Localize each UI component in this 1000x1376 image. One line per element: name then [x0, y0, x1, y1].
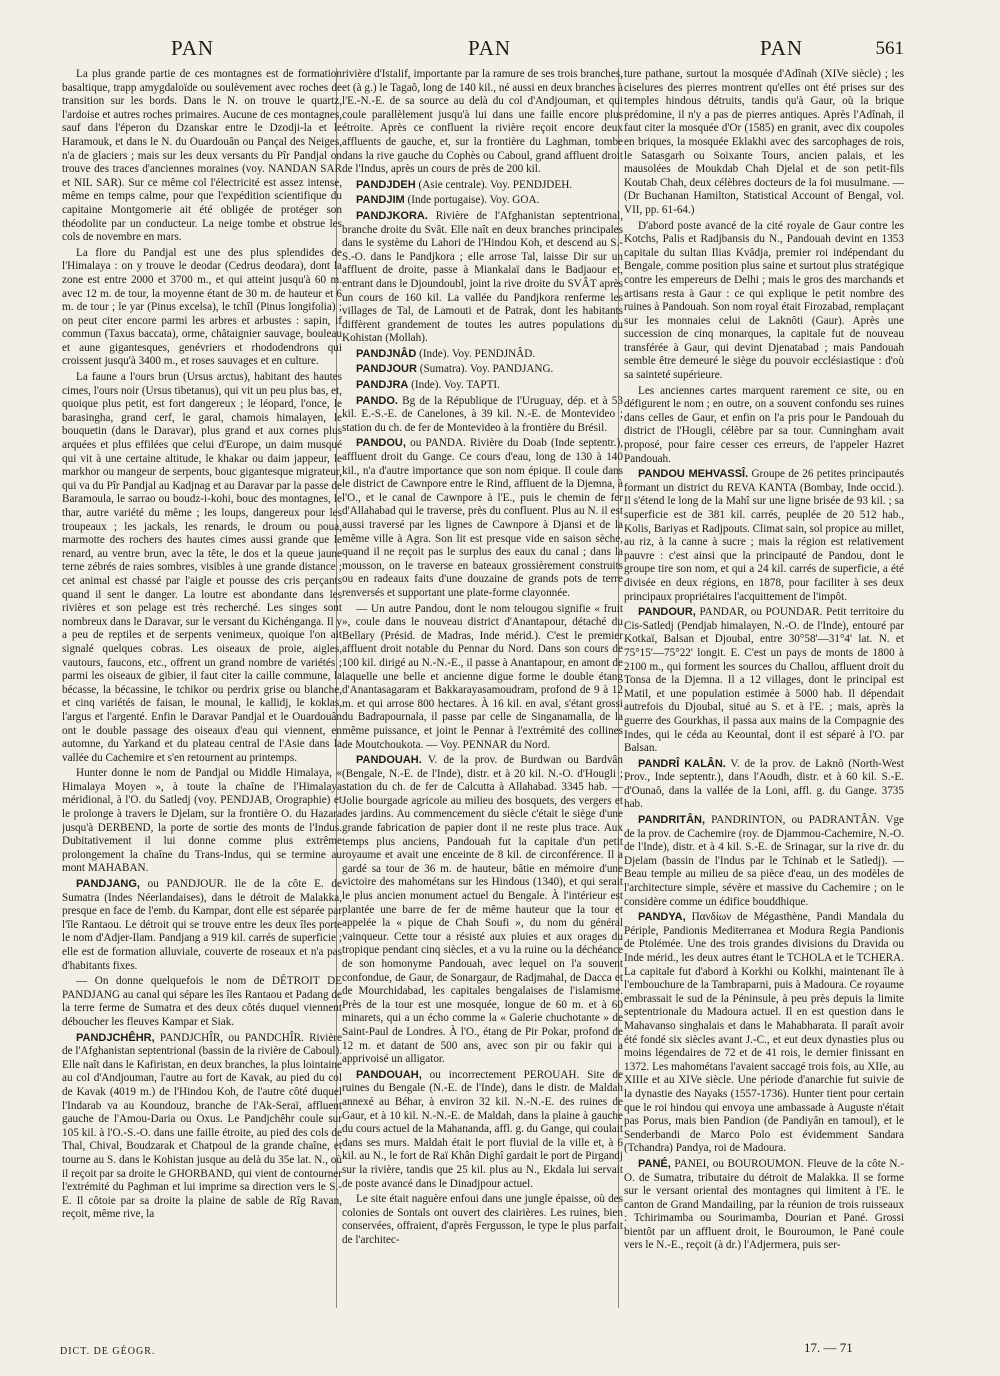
dictionary-entry — [342, 194, 623, 208]
entry-headword: PANDJIM — [356, 194, 405, 207]
paragraph — [342, 1193, 623, 1247]
paragraph-text: D'abord poste avancé de la cité royale de Gaur contre les Kotchs, Palis et Radjbansis du N., Pandouah devint en 1353 capitale du sultan Ilias Kvâdja, premier roi indépendant du Bengale, comme position plus saine et surtout plus stratégique contre les empereurs de Delhi ; mais le gros des marchands et artisans resta à Gaur : ce qui explique le petit nombre des ruines à Pandouah. Son nom royal était Firozabad, remplaçant sur les monnaies celui de Laknôti (Gaur). Après une succession de cinq monarques, la capitale fut de nouveau transférée à Gaur, qui devint Djenatabad ; mais Pandouah semble être demeuré le siège du pouvoir ecclésiastique : d'où sa sainteté supérieure. — [624, 219, 904, 382]
running-head-center: PAN — [468, 36, 512, 60]
paragraph-text: PANDRINTON, ou PADRANTÂN. Vge de la prov. de Cachemire (roy. de Djammou-Cachemire, N.-O. de l'Inde), distr. et à 4 kil. S.-E. de Srinagar, sur la rive dr. du Djelam (bassin de l'Indus par le Tchinab et le Satledj). — Beau temple au milieu de sa pièce d'eau, un des modèles de l'architecture simple, sévère et massive du Cachemire ; on le considère comme un édifice bouddhique. — [624, 814, 904, 908]
entry-headword: PANDJOUR — [356, 363, 417, 376]
running-head-right: PAN — [760, 36, 804, 60]
dictionary-entry — [62, 1032, 342, 1222]
dictionary-entry — [342, 363, 623, 377]
entry-headword: PANDOUR, — [638, 606, 696, 619]
page-number: 561 — [875, 38, 904, 59]
entry-headword: PANÉ, — [638, 1157, 671, 1170]
entry-headword: PANDOUAH. — [356, 754, 422, 767]
dictionary-entry — [624, 1158, 904, 1253]
paragraph — [62, 68, 342, 245]
text-column-2 — [342, 68, 623, 1300]
dictionary-entry — [342, 754, 623, 1067]
dictionary-entry — [342, 395, 623, 436]
dictionary-entry — [342, 1069, 623, 1191]
dictionary-entry — [624, 758, 904, 812]
paragraph-text: Le site était naguère enfoui dans une jungle épaisse, où des colonies de Sontals ont ouvert des clairières. Les ruines, bien conservées, offraient, d'après Fergusson, le type le plus parfait de l'architec- — [342, 1193, 623, 1246]
dictionary-entry — [342, 179, 623, 193]
dictionary-entry — [624, 814, 904, 909]
paragraph — [342, 603, 623, 753]
paragraph-text: — On donne quelquefois le nom de DÉTROIT DE PANDJANG au canal qui sépare les îles Rantaou et Padang de la terre ferme de Sumatra et des deux côtés duquel viennent déboucher les fleuves Kampar et Siak. — [62, 975, 342, 1028]
entry-headword: PANDOUAH, — [356, 1068, 422, 1081]
paragraph — [62, 767, 342, 876]
paragraph-text: V. de la prov. de Laknô (North-West Prov., Inde septentr.), dans l'Aoudh, distr. et à 60 kil. S.-E. d'Ounaô, dans la vallée de la Loni, affl. g. du Gange. 3735 hab. — [624, 757, 904, 811]
paragraph-text: PANEI, ou BOUROUMON. Fleuve de la côte N.-O. de Sumatra, tributaire du détroit de Malakka. Il se forme sur le versant oriental des montagnes qui limitent à l'E. le canton de Grand Mandailing, par la réunion de trois ruisseaux : Tchirimamba ou Sourimamba, Dourian et Pané. Grossi bientôt par un affluent droit, le Bouroumon, le Pané coule vers le N.-E., reçoit (à dr.) l'Adjermera, puis ser- — [624, 1157, 904, 1252]
entry-headword: PANDJCHÊHR, — [76, 1031, 155, 1044]
paragraph-text: Groupe de 26 petites principautés formant un district du REVA KANTA (Bombay, Inde occid.). Il s'étend le long de la Mahî sur une ligne brisée de 93 kil. ; sa superficie est de 381 kil. carrés, peuplée de 20 512 hab., Kolis, Bariyas et Radjpouts. Climat sain, sol propice au millet, au riz, à la canne à sucre ; mais la région est relativement pauvre : c'est ainsi que la principauté de Pandou, dont le groupe tire son nom, et qui a 24 kil. carrés de superficie, a été divisée en deux régions, en 1878, pour faciliter à ses deux principaux propriétaires l'acquittement de l'impôt. — [624, 468, 904, 603]
paragraph-text: (Inde). Voy. PENDJNÂD. — [416, 347, 536, 360]
dictionary-entry — [342, 348, 623, 362]
paragraph-text: rivière d'Istalif, importante par la ramure de ses trois branches, et (à g.) le Tagaô, long de 140 kil., né aussi en deux branches à l'E.-N.-E. de sa source au delà du col d'Andjouman, et qui coule parallèlement jusqu'à lui dans une faille encore plus étroite. Après ce confluent la rivière reçoit encore deux affluents de gauche, et, sur la frontière du Laghman, tombe dans la rive gauche du Cophès ou Caboul, grand affluent droit de l'Indus, après un cours de près de 200 kil. — [342, 68, 623, 176]
entry-headword: PANDRITÂN, — [638, 814, 706, 827]
paragraph-text: V. de la prov. de Burdwan ou Bardvân (Bengale, N.-E. de l'Inde), distr. et à 20 kil. N.-O. d'Hougli ; station du ch. de fer de Calcutta à Allahabad. 3345 hab. — Jolie bourgade agricole au milieu des bosquets, des vergers et des jardins. Au commencement du siècle c'était le siège d'une grande fabrication de papier dont il ne reste plus trace. Aux temps plus anciens, Pandouah fut la capitale d'un petit royaume et avait une enceinte de 8 kil. de circonférence. Il a gardé sa tour de 36 m. de hauteur, bâtie en mémoire d'une victoire des mahométans sur les Hindous (1340), et qui serait le plus ancien monument actuel du Bengale. À l'intérieur est plantée une barre de fer de même hauteur que la tour et appelée la « pique de Chah Soufi », du nom du général vainqueur. Cette tour a résisté aux pluies et aux orages du tropique pendant cinq siècles, et a vu la ruine ou la déchéance de son homonyme Pandouah, avec lequel on l'a souvent confondue, de Gaur, de Sonargaur, de Radjmahal, de Dacca et de Mourchidabad, les capitales bengalaises de l'islamisme. Près de la tour est une mosquée, longue de 60 m. et à 60 minarets, qui a un écho comme la « Galerie chuchotante » de Saint-Paul de Londres. À l'O., étang de Pir Pokar, profond de 12 m. et datant de 500 ans, avec son pir ou fakir qui a apprivoisé un alligator. — [342, 754, 623, 1066]
entry-headword: PANDO. — [356, 394, 398, 407]
dictionary-entry — [624, 911, 904, 1156]
text-column-3 — [624, 68, 904, 1300]
entry-headword: PANDJKORA. — [356, 209, 428, 222]
paragraph-text: PANDAR, ou POUNDAR. Petit territoire du Cis-Satledj (Pendjab himalayen, N.-O. de l'Inde), entouré par Kotkaï, Balsan et Djoubal, entre 30°58'—31°4' lat. N. et 75°15'—75°22' longit. E. C'est un pays de monts de 1800 à 2100 m., qui forment les sources du Challou, affluent droit du Tonsa de la Djemna. Il a 12 villages, dont le principal est Matil, et une population estimée à 5000 hab. Il dépendait autrefois du Djoubal, situé au S. et à l'E. ; mais, après la guerre des Gourkhas, il passa aux mains de la Compagnie des Indes, qui le céda au Keountal, dont il est séparé à l'O. par Balsan. — [624, 606, 904, 755]
paragraph-text: Rivière de l'Afghanistan septentrional, branche droite du Svât. Elle naît en deux branches principales dans le système du Lahori de l'Hindou Koh, et descend au S.-S.-O. dans le Pandjkora ; elle arrose Tal, laisse Dir sur un affluent de droite, passe à Miankalaï dans le Badjaour et, entrant dans le Djoundoubl, joint la rive droite du SVÂT après un cours de 160 kil. La vallée du Pandjkora renferme les villages de Tal, de Lamouti et de Patrak, dont les habitants diffèrent grandement de toutes les autres populations du Kohistan (Mollah). — [342, 209, 623, 345]
footer-signature: DICT. DE GÉOGR. — [60, 1346, 156, 1357]
entry-headword: PANDYA, — [638, 911, 686, 924]
paragraph — [624, 385, 904, 467]
entry-headword: PANDOU, — [356, 437, 406, 450]
paragraph — [624, 220, 904, 383]
entry-headword: PANDOU MEHVASSÎ. — [638, 468, 749, 481]
dictionary-entry — [62, 878, 342, 973]
paragraph-text: ou incorrectement PEROUAH. Site de ruines du Bengale (N.-E. de l'Inde), dans le distr. de Maldah annexé au Béhar, à environ 32 kil. N.-N.-E. des ruines de Gaur, et à 10 kil. N.-N.-E. de Maldah, dans la plaine à gauche du cours actuel de la Mahananda, affl. g. du Gange, qui coulait dans ses murs. Maldah était le port fluvial de la ville et, à 6 kil. au N., le fort de Raï Khân Dighî gardait le port de Pirgandj sur la rivière, tandis que 25 kil. plus au N., Ekdala lui servait de poste avancé dans le Dinadjpour actuel. — [342, 1068, 623, 1190]
paragraph-text: PANDJCHÎR, ou PANDCHÎR. Rivière de l'Afghanistan septentrional (bassin de la rivière de Caboul). Elle naît dans le Kafiristan, en deux branches, la plus lointaine au col d'Andjouman, l'autre au fort de Kavak, au pied du col de Kavak (4019 m.) de l'Hindou Koh, de l'autre côté duquel l'Indarab va au Koundouz, branche de l'Ak-Seraï, affluent gauche de l'Amou-Daria ou Oxus. Le Pandjchêhr coule sur 105 kil. à l'O.-S.-O. dans une faille étroite, au pied des cols de Thal, Chival, Boudzarak et Chatpoul de la grande chaîne, et tourne au S. dans le Kohistan jusque au delà du 35e lat. N., où il reçoit par sa droite le GHORBAND, qui vient de contourner l'extrémité du Paghman et lui imprime sa direction vers le S.-E. Il côtoie par sa droite la plaine de sable de Rîg Ravan, reçoit, même rive, la — [62, 1031, 342, 1221]
paragraph — [62, 975, 342, 1029]
dictionary-entry — [342, 210, 623, 346]
running-head-left: PAN — [171, 36, 215, 60]
paragraph-text: La plus grande partie de ces montagnes est de formation basaltique, trapp amygdaloïde ou soulèvement avec roches de transition sur les bords. Dans le N. on trouve le quartz, l'ardoise et autres roches primaires. Aucune de ces montagnes, sauf dans l'éperon du Dzanskar entre le Dzodji-la et le Haramouk, et dans le N. du Ouardouân ou Pançal des Neiges, n'a de glaciers ; mais sur les deux versants du Pîr Pandjal on trouve des traces d'anciennes moraines (voy. NANDAN SAR et NIL SAR). Sur ce même col l'électricité est assez intense, même en temps calme, pour que l'expédition scientifique du capitaine Montgomerie ait été obligée de protéger son théodolite par un conducteur. La neige tombe et obstrue les cols de novembre en mars. — [62, 68, 342, 244]
entry-headword: PANDJANG, — [76, 878, 140, 891]
text-column-1 — [62, 68, 342, 1300]
dictionary-entry — [624, 606, 904, 756]
paragraph — [62, 247, 342, 369]
paragraph-text: — Un autre Pandou, dont le nom telougou signifie « fruit », coule dans le nouveau district d'Anantapour, détaché du Bellary (Présid. de Madras, Inde mérid.). C'est le premier affluent droit notable du Pennar du Nord. Dans son cours de 100 kil. dirigé au N.-N.-E., il passe à Anantapour, en amont de laquelle une belle et ancienne digue forme le double étang d'Anantasagaram et Bakkarayasamoudram, profond de 9 à 12 m. et qui arrose 800 hectares. À 16 kil. en aval, s'étant grossi du Badrapournala, il passe par celle de Singanamalla, de la même puissance, et joint le Pennar à l'extrémité des collines de Moutchoukota. — Voy. PENNAR du Nord. — [342, 602, 623, 751]
paragraph — [624, 68, 904, 218]
footer-folio: 17. — 71 — [804, 1340, 853, 1355]
entry-headword: PANDJNÂD — [356, 347, 417, 360]
entry-headword: PANDJDEH — [356, 178, 416, 191]
paragraph-text: Hunter donne le nom de Pandjal ou Middle Himalaya, « Himalaya Moyen », à toute la chaîne de l'Himalaya méridional, à l'O. du Satledj (voy. PENDJAB, Orographie) et le prolonge à travers le Djelam, sur la frontière O. du Hazara jusqu'à DERBEND, la porte de sortie des monts de l'Indus. Dubitativement il lui donne comme plus extrême prolongement la chaîne du Trans-Indus, qui se termine au mont MAHABAN. — [62, 767, 342, 875]
paragraph-text: ou PANDJOUR. Ile de la côte E. de Sumatra (Indes Néerlandaises), dans le détroit de Malakka, presque en face de l'emb. du Kampar, dont elle est séparée par l'île Rantaou. Le détroit qui se trouve entre les deux îles porte le nom d'Adjer-Ilam. Pandjang a 919 kil. carrés de superficie ; elle est de formation alluviale, couverte de roseaux et n'a pas d'habitants fixes. — [62, 878, 342, 972]
dictionary-entry — [624, 468, 904, 604]
paragraph — [342, 68, 623, 177]
dictionary-entry — [342, 437, 623, 600]
paragraph-text: (Inde portugaise). Voy. GOA. — [404, 194, 540, 207]
entry-headword: PANDJRA — [356, 379, 409, 392]
paragraph-text: Les anciennes cartes marquent rarement ce site, ou en défigurent le nom ; en outre, on a souvent confondu ses ruines dans celles de Gaur, et enfin on l'a pris pour le Pandouah du district de l'Hougli, célèbre par sa tour. Cunningham avait proposé, pour faire cesser ces erreurs, de l'appeler Hazret Pandouah. — [624, 384, 904, 465]
paragraph-text: ture pathane, surtout la mosquée d'Adînah (XIVe siècle) ; les ciselures des pierres montrent qu'elles ont été prises sur des temples hindous détruits, tandis qu'à Gaur, où la brique prédomine, il n'y a pas de pierres antiques. Après l'Adînah, il faut citer la mosquée d'Or (1585) en granit, avec dix coupoles en briques, la mosquée Eklakhi avec des sarcophages de rois, le Satasgarh ou Soixante Tours, ancien palais, et les mausolées de Moukdab Chah Djelal et de son petit-fils Koutab Chah, deux célèbres docteurs de la foi musulmane. — (Dr Buchanan Hamilton, Statistical Account of Bengal, vol. VII, pp. 61-64.) — [624, 68, 904, 216]
paragraph-text: La faune a l'ours brun (Ursus arctus), habitant des hautes cimes, l'ours noir (Ursus tibetanus), qui vit un peu plus bas, et, quoique plus petit, est fort dangereux ; le léopard, l'once, le barasingha, grand cerf, le garal, chamois himalayen, le bouquetin (dans le Daravar), plus grand et aux cornes plus arquées et plus effilées que celui d'Europe, un daim musqué qui vit à une certaine altitude, le khakar ou daim jappeur, le markhor ou mangeur de serpents, bouc gigantesque migrateur, qui va du Pîr Pandjal au Kadjnag et au Daravar par la passe de Baramoula, le sarrao ou boudz-i-kohi, bouc des montagnes, le thar, autre variété du même ; les loups, dangereux pour les troupeaux ; les jackals, les renards, le droum ou poua, marmotte des rochers des hautes cimes aussi grande que le renard, au ventre brun, avec la tête, le dos et la queue jaune terne zébrés de raies sombres, visibles à une grande distance ; cet animal est chassé par l'aigle et pousse des cris perçants quand il sent le danger. La loutre est abondante dans les rivières et son pelage est très recherché. Les singes sont nombreux dans le Daravar, sur le versant du Kichénganga. Il y a peu de reptiles et de serpents venimeux, quoique l'on ait signalé quelques cobras. Les oiseaux de proie, aigles, vautours, faucons, etc., offrent un grand nombre de variétés ; parmi les oiseaux de gibier, il faut citer la caille commune, la bécasse, la bécassine, le tchikor ou perdrix grise ou blanche, et cinq variétés de faisan, le mounal, le kallidj, le koklas, l'argus et l'argenté. Enfin le Daravar Pandjal et le Ouardouân ont le double passage des oiseaux d'eau qui viennent, en automne, du Yarkand et du plateau central de l'Asie dans la vallée du Cachemire et s'en retournent au printemps. — [62, 371, 342, 764]
paragraph-text: La flore du Pandjal est une des plus splendides de l'Himalaya : on y trouve le deodar (Cedrus deodara), dont la zone est entre 2000 et 3700 m., et qui atteint jusqu'à 60 m. avec 12 m. de tour, la moyenne étant de 30 m. de hauteur et 6 m. de tour ; le yar (Pinus excelsa), le tchîl (Pinus longifolia) ; on peut citer encore parmi les arbres et arbustes : sapin, if commun (Taxus baccata), orme, châtaignier sauvage, bouleau et aune gigantesques, genévriers et rhododendrons qui croissent jusqu'à 3400 m., et roses sauvages et en culture. — [62, 246, 342, 368]
paragraph — [62, 371, 342, 765]
paragraph-text: Bg de la République de l'Uruguay, dép. et à 53 kil. E.-S.-E. de Canelones, à 39 kil. N.-E. de Montevideo ; station du ch. de fer de Montevideo à la frontière du Brésil. — [342, 394, 623, 434]
paragraph-text: Πανδίων de Mégasthène, Pandi Mandala du Périple, Pandionis Mediterranea et Modura Regia Pandionis de Ptolémée. Une des trois grandes divisions du Dravida ou Inde mérid., les deux autres étant le TCHOLA et le TCHERA. La capitale fut d'abord à Korkhi ou Kolkhi, maintenant île à l'embouchure de la Tambraparni, puis à Madoura. Ce royaume embrassait le sud de la Péninsule, à peu près depuis la limite septentrionale du Madoura actuel. Il en est question dans le Mahavanso singhalais et dans le Mahabharata. Il paraît avoir été fondé six siècles avant J.-C., et eut deux dynasties plus ou moins légendaires de 72 et de 41 rois, le dernier finissant en 1372. Les mahométans l'avaient saccagé trois fois, au XIIe, au XIIIe et au XIVe siècle. Une période d'anarchie fut suivie de la dynastie des Nayaks (1557-1736). Hunter tient pour certain que le roi hindou qui envoya une ambassade à Auguste n'était pas Porus, mais bien Pandion (de Pandiyân en tamoul), et le Senderbandi de Marco Polo est évidemment Sandara (Tchandra) Pandya, roi de Madoura. — [624, 911, 904, 1155]
paragraph-text: (Inde). Voy. TAPTI. — [408, 379, 500, 392]
paragraph-text: (Asie centrale). Voy. PENDJDEH. — [415, 178, 573, 191]
dictionary-entry — [342, 379, 623, 393]
paragraph-text: (Sumatra). Voy. PANDJANG. — [416, 363, 554, 376]
paragraph-text: ou PANDA. Rivière du Doab (Inde septentr.), affluent droit du Gange. Ce cours d'eau, long de 130 à 140 kil., n'a d'autre importance que son nom épique. Il coule dans le district de Cawnpore entre le Rind, affluent de la Djemna, à l'O., et le canal de Cawnpore à l'E., puis le chemin de fer d'Allahabad qui le traverse, près du confluent. Plus au N. il est aussi traversé par les lignes de Cawnpore à Djansi et de la même ville à Agra. Son lit est presque vide en saison sèche, quand il ne reçoit pas le surplus des eaux du canal ; dans la mousson, on le traverse en bateaux grossièrement construits ou en radeaux faits d'une douzaine de grands pots de terre renversés et supportant une plate-forme clayonnée. — [342, 437, 623, 599]
entry-headword: PANDRÎ KALÂN. — [638, 757, 726, 770]
